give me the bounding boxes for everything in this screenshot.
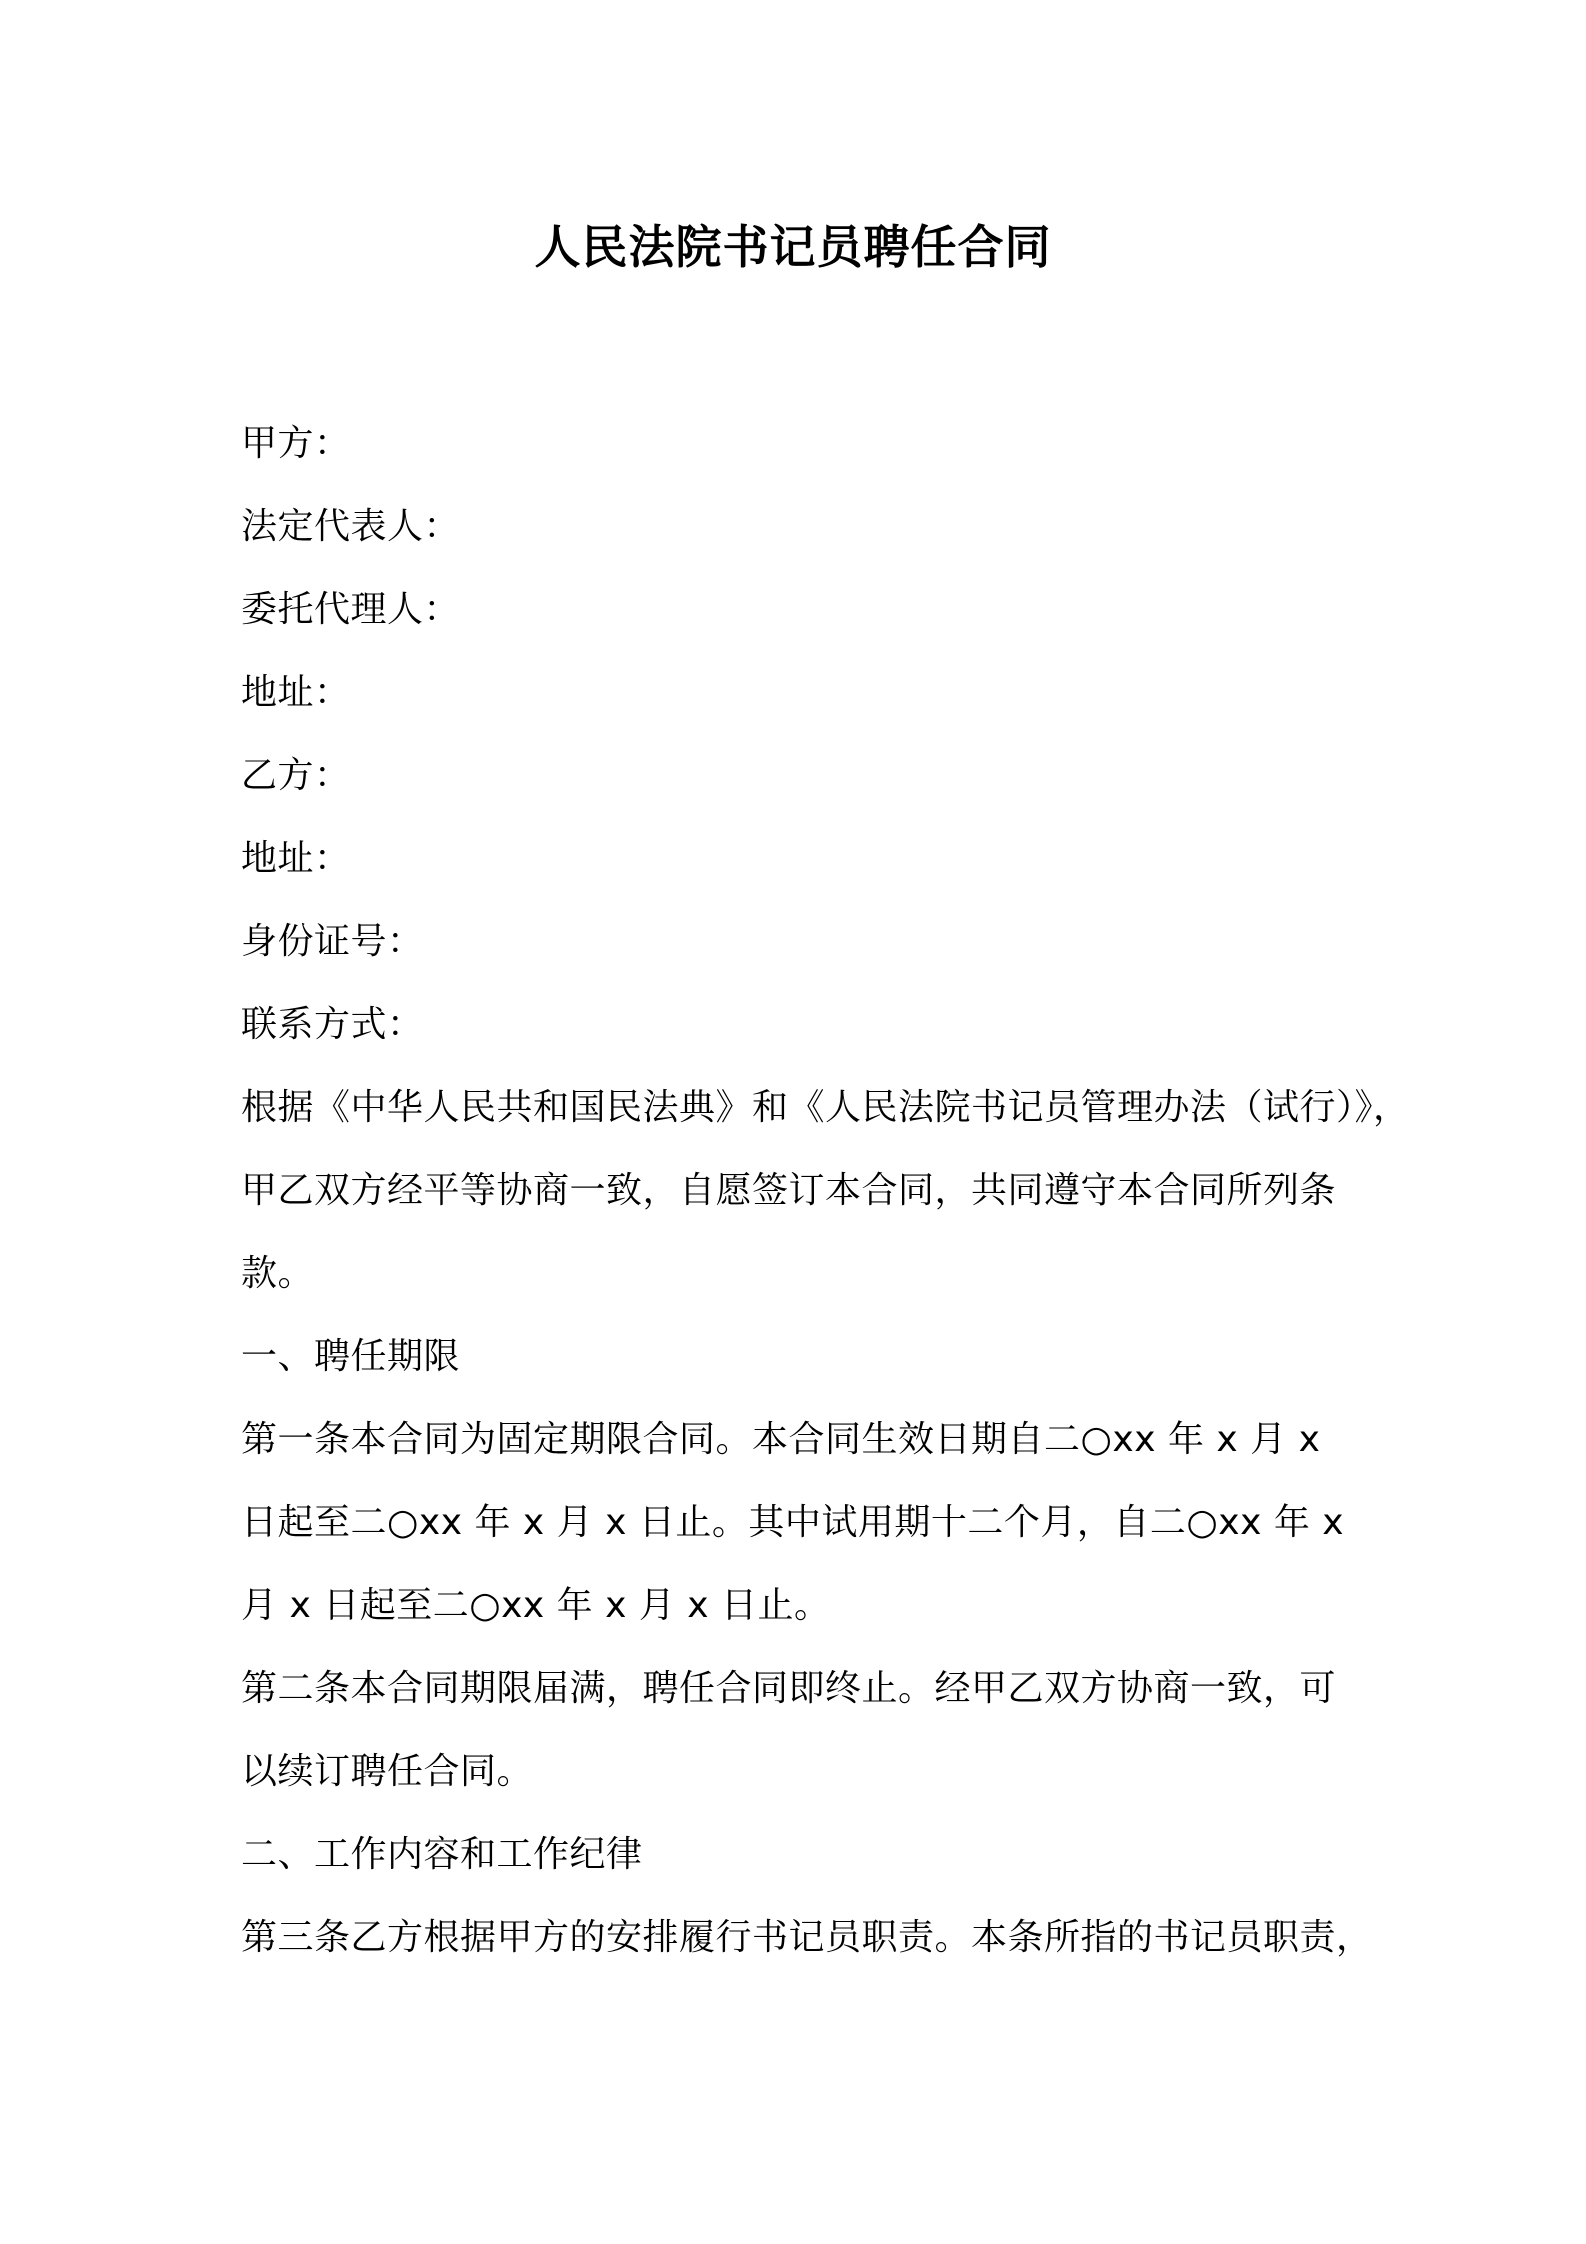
- party-b-line: 乙方：: [241, 755, 351, 796]
- legal-representative-line: 法定代表人：: [241, 506, 461, 547]
- preamble-line: 根据《中华人民共和国民法典》和《人民法院书记员管理办法（试行）》，: [241, 1087, 1410, 1128]
- clause-line: 日起至二○xx 年 x 月 x 日止。其中试用期十二个月，自二○xx 年 x: [241, 1502, 1345, 1543]
- authorized-agent-line: 委托代理人：: [241, 589, 461, 630]
- clause-line: 第三条乙方根据甲方的安排履行书记员职责。本条所指的书记员职责，: [241, 1917, 1373, 1958]
- preamble-line: 款。: [241, 1253, 315, 1294]
- clause-line: 以续订聘任合同。: [241, 1751, 534, 1792]
- party-a-address-line: 地址：: [241, 672, 351, 713]
- section-heading: 一、聘任期限: [241, 1336, 461, 1377]
- section-heading: 二、工作内容和工作纪律: [241, 1834, 643, 1875]
- preamble-line: 甲乙双方经平等协商一致，自愿签订本合同，共同遵守本合同所列条: [241, 1170, 1337, 1211]
- document-title: 人民法院书记员聘任合同: [534, 220, 1052, 274]
- party-a-line: 甲方：: [241, 423, 351, 464]
- document-body: [241, 402, 1410, 1979]
- clause-line: 月 x 日起至二○xx 年 x 月 x 日止。: [241, 1585, 831, 1626]
- contact-line: 联系方式：: [241, 1004, 424, 1045]
- id-number-line: 身份证号：: [241, 921, 424, 962]
- clause-line: 第一条本合同为固定期限合同。本合同生效日期自二○xx 年 x 月 x: [241, 1419, 1321, 1460]
- clause-line: 第二条本合同期限届满，聘任合同即终止。经甲乙双方协商一致，可: [241, 1668, 1337, 1709]
- party-b-address-line: 地址：: [241, 838, 351, 879]
